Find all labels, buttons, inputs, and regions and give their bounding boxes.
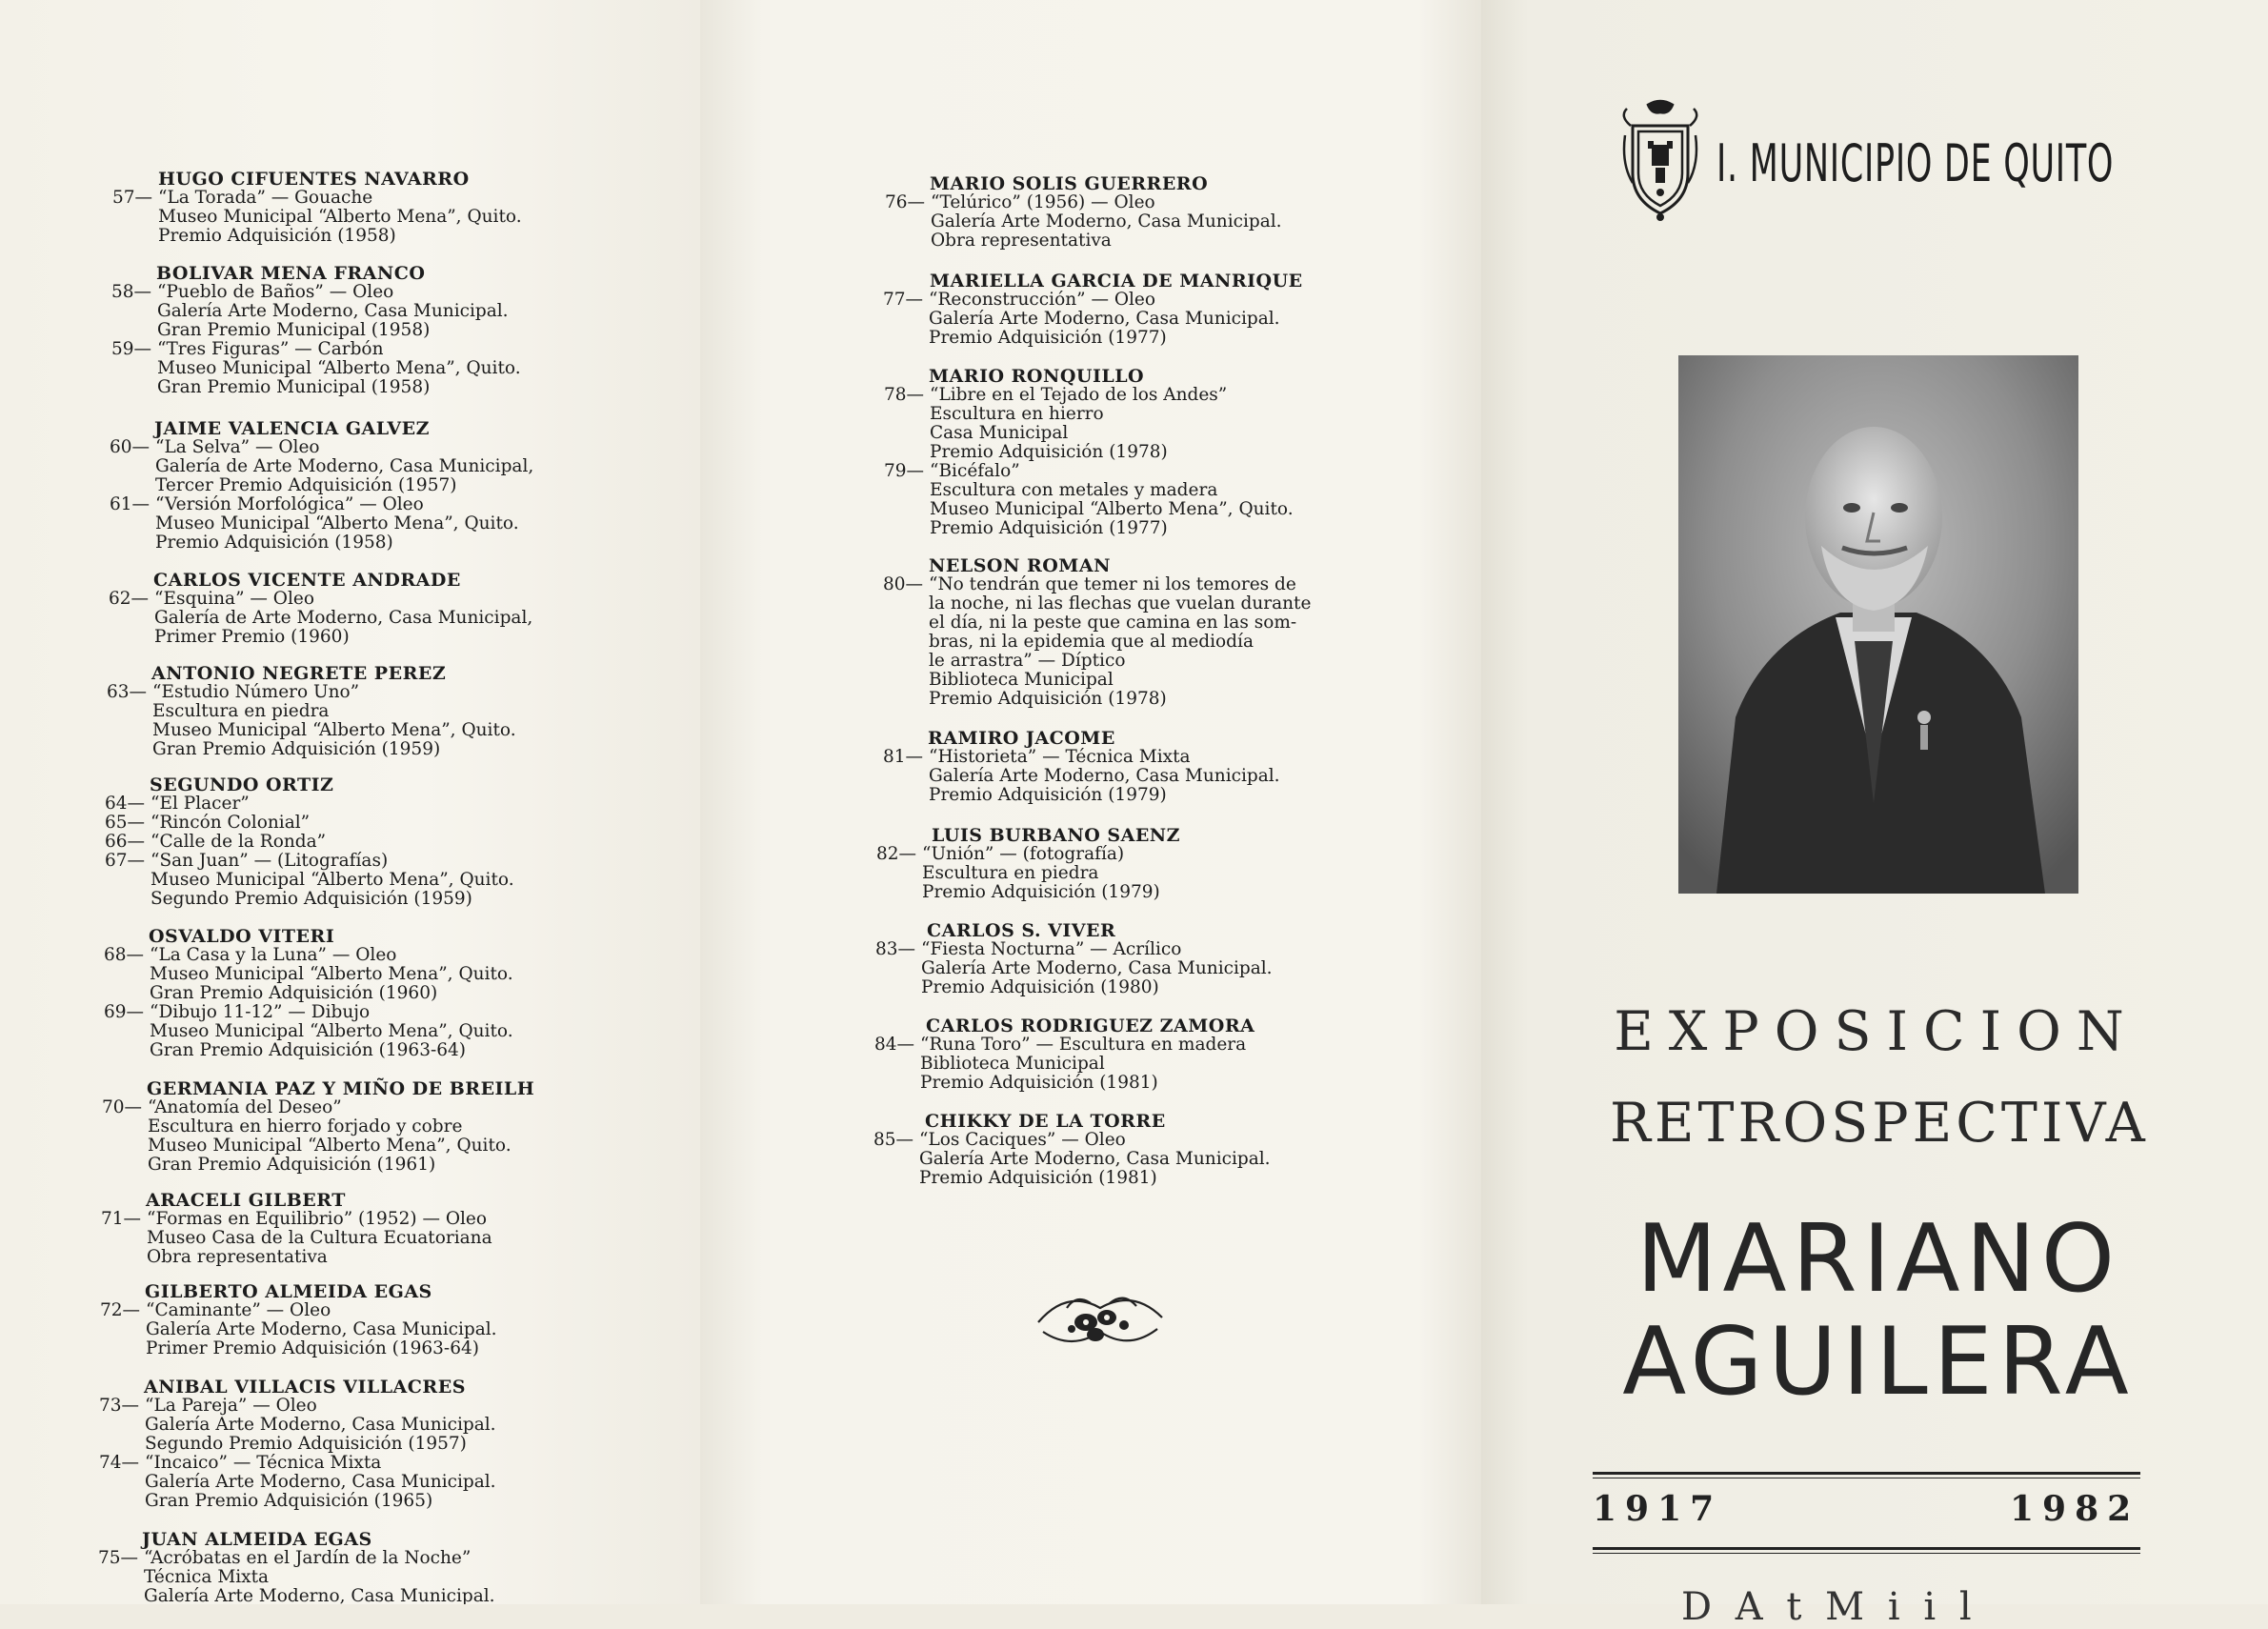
retrospectiva-heading: RETROSPECTIVA	[1610, 1092, 2149, 1155]
work-line	[150, 965, 513, 984]
work-line	[148, 1117, 534, 1136]
work-line	[108, 589, 532, 609]
artist-name: OSVALDO VITERI	[149, 926, 335, 947]
work-number: 57—	[111, 188, 152, 208]
work-line	[104, 851, 514, 871]
work-text: “Telúrico” (1956) — Oleo	[931, 192, 1155, 212]
work-line	[930, 424, 1294, 443]
municipality-title: I. MUNICIPIO DE QUITO	[1716, 133, 2115, 193]
artist-entry	[882, 728, 1280, 805]
artwork-list-left	[0, 0, 700, 1604]
artist-entry	[884, 173, 1282, 251]
work-text: “Reconstrucción” — Oleo	[929, 290, 1156, 310]
work-line	[157, 378, 521, 397]
artist-entry	[108, 570, 533, 647]
artist-entry	[883, 366, 1294, 538]
work-number: 64—	[104, 794, 145, 814]
artist-entry	[110, 263, 521, 397]
work-number: 66—	[104, 832, 145, 852]
work-line	[882, 290, 1303, 310]
artist-name: GILBERTO ALMEIDA EGAS	[145, 1281, 432, 1302]
work-line	[929, 767, 1280, 786]
work-text: Museo Municipal “Alberto Mena”, Quito.	[150, 964, 513, 984]
work-text: Galería de Arte Moderno, Casa Municipal,	[154, 608, 533, 628]
artist-name: LUIS BURBANO SAENZ	[932, 825, 1181, 846]
work-text: “La Casa y la Luna” — Oleo	[150, 945, 397, 965]
work-line	[111, 188, 522, 208]
work-line	[106, 682, 516, 702]
work-line	[147, 1248, 492, 1267]
work-text: Primer Premio (1960)	[154, 627, 350, 647]
work-number: 63—	[106, 682, 147, 702]
work-line	[155, 476, 533, 495]
work-text: le arrastra” — Díptico	[929, 651, 1126, 671]
work-text: Gran Premio Adquisición (1965)	[145, 1491, 433, 1511]
work-line	[929, 690, 1311, 709]
work-line	[922, 864, 1180, 883]
work-line	[110, 282, 521, 302]
work-text: Escultura con metales y madera	[930, 480, 1218, 500]
work-line	[147, 1229, 492, 1248]
left-panel	[0, 0, 700, 1604]
work-text: Escultura en piedra	[922, 863, 1099, 883]
work-line	[104, 813, 514, 833]
work-line	[148, 1156, 534, 1175]
artist-name: CARLOS RODRIGUEZ ZAMORA	[926, 1016, 1255, 1036]
work-text: Galería Arte Moderno, Casa Municipal.	[929, 766, 1280, 786]
work-text: Obra representativa	[147, 1247, 328, 1267]
work-text: Gran Premio Municipal (1958)	[157, 320, 431, 340]
work-text: Museo Municipal “Alberto Mena”, Quito.	[151, 870, 514, 890]
exposicion-heading: EXPOSICION	[1614, 1000, 2139, 1063]
work-number: 59—	[110, 339, 151, 359]
work-line	[155, 514, 533, 533]
work-line	[920, 1055, 1254, 1074]
work-text: Gran Premio Adquisición (1961)	[148, 1155, 436, 1175]
work-number: 84—	[873, 1035, 914, 1055]
work-line	[144, 1568, 495, 1587]
artist-last-name: AGUILERA	[1622, 1308, 2135, 1417]
work-line	[109, 494, 533, 514]
work-text: Galería Arte Moderno, Casa Municipal.	[931, 211, 1282, 231]
artist-name: HUGO CIFUENTES NAVARRO	[158, 169, 470, 190]
artist-first-name: MARIANO	[1636, 1205, 2121, 1314]
work-text: Museo Municipal “Alberto Mena”, Quito.	[157, 358, 521, 378]
work-text: Premio Adquisición (1977)	[929, 328, 1167, 348]
artwork-list-middle	[700, 0, 1481, 1604]
work-text: “San Juan” — (Litografías)	[151, 851, 389, 871]
work-text: “Los Caciques” — Oleo	[919, 1130, 1126, 1150]
work-line	[922, 883, 1180, 902]
work-line	[145, 1435, 496, 1454]
work-text: “Pueblo de Baños” — Oleo	[157, 282, 394, 302]
work-number: 58—	[110, 282, 151, 302]
work-text: Técnica Mixta	[144, 1567, 270, 1587]
work-line	[145, 1492, 496, 1511]
work-number: 70—	[101, 1097, 142, 1117]
work-text: Galería Arte Moderno, Casa Municipal.	[146, 1319, 497, 1339]
work-number: 61—	[109, 494, 150, 514]
artist-entry	[875, 825, 1181, 902]
work-line	[873, 1130, 1271, 1150]
work-line	[98, 1453, 496, 1473]
work-text: “Caminante” — Oleo	[146, 1300, 331, 1320]
work-text: “Rincón Colonial”	[151, 813, 311, 833]
work-text: Premio Adquisición (1981)	[919, 1168, 1157, 1188]
work-line	[930, 405, 1294, 424]
work-text: Gran Premio Adquisición (1959)	[152, 739, 441, 759]
work-text: Escultura en hierro	[930, 404, 1104, 424]
artist-entry	[111, 169, 522, 246]
work-number: 78—	[883, 385, 924, 405]
artist-name: SEGUNDO ORTIZ	[150, 774, 334, 795]
work-line	[99, 1300, 497, 1320]
work-text: Museo Municipal “Alberto Mena”, Quito.	[150, 1021, 513, 1041]
work-line	[104, 794, 514, 814]
work-text: el día, ni la peste que camina en las som-	[929, 613, 1297, 633]
artist-name: ANIBAL VILLACIS VILLACRES	[144, 1377, 466, 1398]
work-text: “Libre en el Tejado de los Andes”	[930, 385, 1228, 405]
work-text: Escultura en piedra	[152, 701, 330, 721]
artist-name: CARLOS S. VIVER	[927, 920, 1116, 941]
work-number: 83—	[874, 939, 915, 959]
artist-entry	[99, 1281, 497, 1358]
work-line	[875, 844, 1180, 864]
work-text: Gran Premio Adquisición (1963-64)	[150, 1040, 466, 1060]
artist-name: CHIKKY DE LA TORRE	[925, 1111, 1166, 1132]
work-text: Museo Municipal “Alberto Mena”, Quito.	[155, 513, 519, 533]
work-line	[929, 613, 1311, 633]
work-number: 62—	[108, 589, 149, 609]
work-text: “Fiesta Nocturna” — Acrílico	[921, 939, 1182, 959]
work-line	[929, 671, 1311, 690]
work-text: “Acróbatas en el Jardín de la Noche”	[144, 1548, 472, 1568]
artist-entry	[873, 1016, 1255, 1093]
work-line	[874, 939, 1273, 959]
work-line	[152, 702, 516, 721]
work-line	[97, 1548, 495, 1568]
work-line	[921, 978, 1273, 997]
work-number: 75—	[97, 1548, 138, 1568]
artist-entry	[106, 663, 516, 759]
work-line	[152, 740, 516, 759]
work-line	[884, 192, 1282, 212]
work-line	[103, 1002, 513, 1022]
work-number: 85—	[873, 1130, 913, 1150]
work-line	[930, 443, 1294, 462]
artist-entry	[103, 926, 513, 1060]
work-line	[929, 633, 1311, 652]
artist-entry	[873, 1111, 1271, 1188]
work-text: Galería Arte Moderno, Casa Municipal.	[929, 309, 1280, 329]
artist-name: CARLOS VICENTE ANDRADE	[153, 570, 461, 591]
work-number: 73—	[98, 1396, 139, 1416]
artist-entry	[97, 1529, 495, 1604]
work-text: Biblioteca Municipal	[920, 1054, 1105, 1074]
work-text: Tercer Premio Adquisición (1957)	[155, 475, 457, 495]
work-text: Museo Municipal “Alberto Mena”, Quito.	[158, 207, 522, 227]
work-text: Gran Premio Adquisición (1960)	[150, 983, 438, 1003]
artist-name: ARACELI GILBERT	[146, 1190, 346, 1211]
work-text: Premio Adquisición (1979)	[929, 785, 1167, 805]
work-text: la noche, ni las flechas que vuelan durante	[929, 593, 1312, 613]
work-text: “Unión” — (fotografía)	[922, 844, 1125, 864]
work-line	[155, 457, 533, 476]
bottom-rule-thin	[1593, 1553, 2140, 1554]
work-text: Premio Adquisición (1978)	[930, 442, 1168, 462]
work-line	[154, 609, 532, 628]
work-text: “Formas en Equilibrio” (1952) — Oleo	[147, 1209, 487, 1229]
work-line	[919, 1150, 1271, 1169]
work-text: Galería Arte Moderno, Casa Municipal.	[145, 1472, 496, 1492]
year-end: 1982	[2010, 1489, 2140, 1529]
work-line	[930, 481, 1294, 500]
work-text: Segundo Premio Adquisición (1957)	[145, 1434, 467, 1454]
work-number: 67—	[104, 851, 145, 871]
work-number: 65—	[104, 813, 145, 833]
work-number: 82—	[875, 844, 916, 864]
cropped-footer-text: D A t M i i l	[1681, 1585, 1977, 1629]
work-line	[150, 1041, 513, 1060]
artist-entry	[104, 774, 514, 909]
work-text: Premio Adquisición (1978)	[929, 689, 1167, 709]
work-line	[883, 385, 1294, 405]
artist-entry	[100, 1190, 492, 1267]
artist-name: RAMIRO JACOME	[928, 728, 1115, 749]
work-text: “La Pareja” — Oleo	[145, 1396, 317, 1416]
work-line	[103, 945, 513, 965]
work-line	[157, 302, 521, 321]
work-number: 76—	[884, 192, 925, 212]
work-line	[882, 574, 1311, 594]
work-line	[158, 208, 522, 227]
work-text: Premio Adquisición (1958)	[158, 226, 396, 246]
artist-name: BOLIVAR MENA FRANCO	[156, 263, 426, 284]
portrait-photo	[1678, 355, 2078, 894]
work-text: Galería Arte Moderno, Casa Municipal.	[145, 1415, 496, 1435]
work-text: Primer Premio Adquisición (1963-64)	[146, 1338, 479, 1358]
work-line	[157, 321, 521, 340]
work-text: “Bicéfalo”	[930, 461, 1020, 481]
work-line	[882, 747, 1280, 767]
work-number: 77—	[882, 290, 923, 310]
work-line	[146, 1339, 497, 1358]
work-text: “Calle de la Ronda”	[151, 832, 327, 852]
work-line	[151, 871, 514, 890]
work-number: 68—	[103, 945, 144, 965]
work-number: 60—	[109, 437, 150, 457]
work-text: “La Selva” — Oleo	[155, 437, 320, 457]
work-line	[929, 329, 1303, 348]
work-text: Galería Arte Moderno, Casa Municipal.	[157, 301, 509, 321]
work-text: Premio Adquisición (1980)	[921, 977, 1159, 997]
work-line	[929, 310, 1303, 329]
work-line	[104, 832, 514, 852]
work-text: “La Torada” — Gouache	[158, 188, 373, 208]
work-line	[158, 227, 522, 246]
work-line	[931, 231, 1282, 251]
work-line	[931, 212, 1282, 231]
work-line	[150, 1022, 513, 1041]
work-line	[148, 1136, 534, 1156]
work-line	[929, 594, 1311, 613]
coat-of-arms-icon	[1619, 97, 1701, 223]
artist-name: MARIELLA GARCIA DE MANRIQUE	[930, 271, 1303, 292]
work-line	[109, 437, 533, 457]
work-text: Museo Municipal “Alberto Mena”, Quito.	[148, 1136, 512, 1156]
work-line	[930, 519, 1294, 538]
work-text: Premio Adquisición (1958)	[155, 533, 393, 553]
work-line	[152, 721, 516, 740]
work-text: Gran Premio Municipal (1958)	[157, 377, 431, 397]
work-text: Obra representativa	[931, 231, 1112, 251]
work-text: “Anatomía del Deseo”	[148, 1097, 342, 1117]
work-text: Biblioteca Municipal	[929, 670, 1114, 690]
work-line	[145, 1416, 496, 1435]
work-text: Museo Municipal “Alberto Mena”, Quito.	[152, 720, 516, 740]
work-line	[921, 959, 1273, 978]
work-number: 81—	[882, 747, 923, 767]
work-line	[101, 1097, 534, 1117]
artist-name: MARIO SOLIS GUERRERO	[930, 173, 1209, 194]
middle-panel	[700, 0, 1481, 1604]
work-line	[110, 339, 521, 359]
work-text: “Historieta” — Técnica Mixta	[929, 747, 1191, 767]
artist-name: JAIME VALENCIA GALVEZ	[154, 418, 430, 439]
work-number: 71—	[100, 1209, 141, 1229]
artist-name: GERMANIA PAZ Y MIÑO DE BREILH	[147, 1078, 535, 1099]
work-text: “Runa Toro” — Escultura en madera	[920, 1035, 1247, 1055]
work-line	[920, 1074, 1254, 1093]
work-text: Segundo Premio Adquisición (1959)	[151, 889, 472, 909]
artist-entry	[101, 1078, 535, 1175]
top-rule	[1593, 1472, 2140, 1475]
work-line	[155, 533, 533, 553]
artist-name: NELSON ROMAN	[929, 555, 1111, 576]
work-text: bras, ni la epidemia que al mediodía	[929, 632, 1254, 652]
artist-entry	[874, 920, 1273, 997]
work-line	[154, 628, 532, 647]
work-line	[929, 786, 1280, 805]
artist-entry	[109, 418, 534, 553]
work-line	[157, 359, 521, 378]
work-text: “Esquina” — Oleo	[154, 589, 314, 609]
work-text: Premio Adquisición (1979)	[922, 882, 1160, 902]
work-number: 79—	[883, 461, 924, 481]
work-number: 72—	[99, 1300, 140, 1320]
work-text: Casa Municipal	[930, 423, 1069, 443]
work-text: Museo Municipal “Alberto Mena”, Quito.	[930, 499, 1294, 519]
work-number: 69—	[103, 1002, 144, 1022]
work-line	[151, 890, 514, 909]
artist-entry	[882, 271, 1303, 348]
work-text: Galería de Arte Moderno, Casa Municipal,	[155, 456, 534, 476]
work-text: “Tres Figuras” — Carbón	[157, 339, 384, 359]
work-line	[146, 1320, 497, 1339]
floral-ornament-icon	[1029, 1279, 1172, 1356]
work-line	[98, 1396, 496, 1416]
work-line	[873, 1035, 1254, 1055]
work-text: “Versión Morfológica” — Oleo	[155, 494, 424, 514]
work-text: “Estudio Número Uno”	[152, 682, 360, 702]
work-line	[100, 1209, 492, 1229]
work-text: Galería Arte Moderno, Casa Municipal.	[919, 1149, 1271, 1169]
work-line	[883, 461, 1294, 481]
artist-entry	[98, 1377, 496, 1511]
work-text: Premio Adquisición (1981)	[920, 1073, 1158, 1093]
work-text: Galería Arte Moderno, Casa Municipal.	[144, 1586, 495, 1604]
work-number: 80—	[882, 574, 923, 594]
work-line	[145, 1473, 496, 1492]
artist-entry	[882, 555, 1312, 709]
work-line	[150, 984, 513, 1003]
work-text: Premio Adquisición (1977)	[930, 518, 1168, 538]
work-text: “Dibujo 11-12” — Dibujo	[150, 1002, 371, 1022]
work-line	[144, 1587, 495, 1604]
work-number: 74—	[98, 1453, 139, 1473]
artist-name: ANTONIO NEGRETE PEREZ	[151, 663, 447, 684]
artist-name: MARIO RONQUILLO	[929, 366, 1145, 387]
work-text: Museo Casa de la Cultura Ecuatoriana	[147, 1228, 492, 1248]
year-start: 1917	[1593, 1489, 1723, 1529]
artist-name: JUAN ALMEIDA EGAS	[142, 1529, 372, 1550]
work-line	[919, 1169, 1271, 1188]
work-text: Escultura en hierro forjado y cobre	[148, 1116, 463, 1136]
work-text: Galería Arte Moderno, Casa Municipal.	[921, 958, 1273, 978]
work-text: “No tendrán que temer ni los temores de	[929, 574, 1296, 594]
work-text: “El Placer”	[151, 794, 250, 814]
bottom-rule	[1593, 1547, 2140, 1550]
work-line	[929, 652, 1311, 671]
work-text: “Incaico” — Técnica Mixta	[145, 1453, 382, 1473]
work-line	[930, 500, 1294, 519]
